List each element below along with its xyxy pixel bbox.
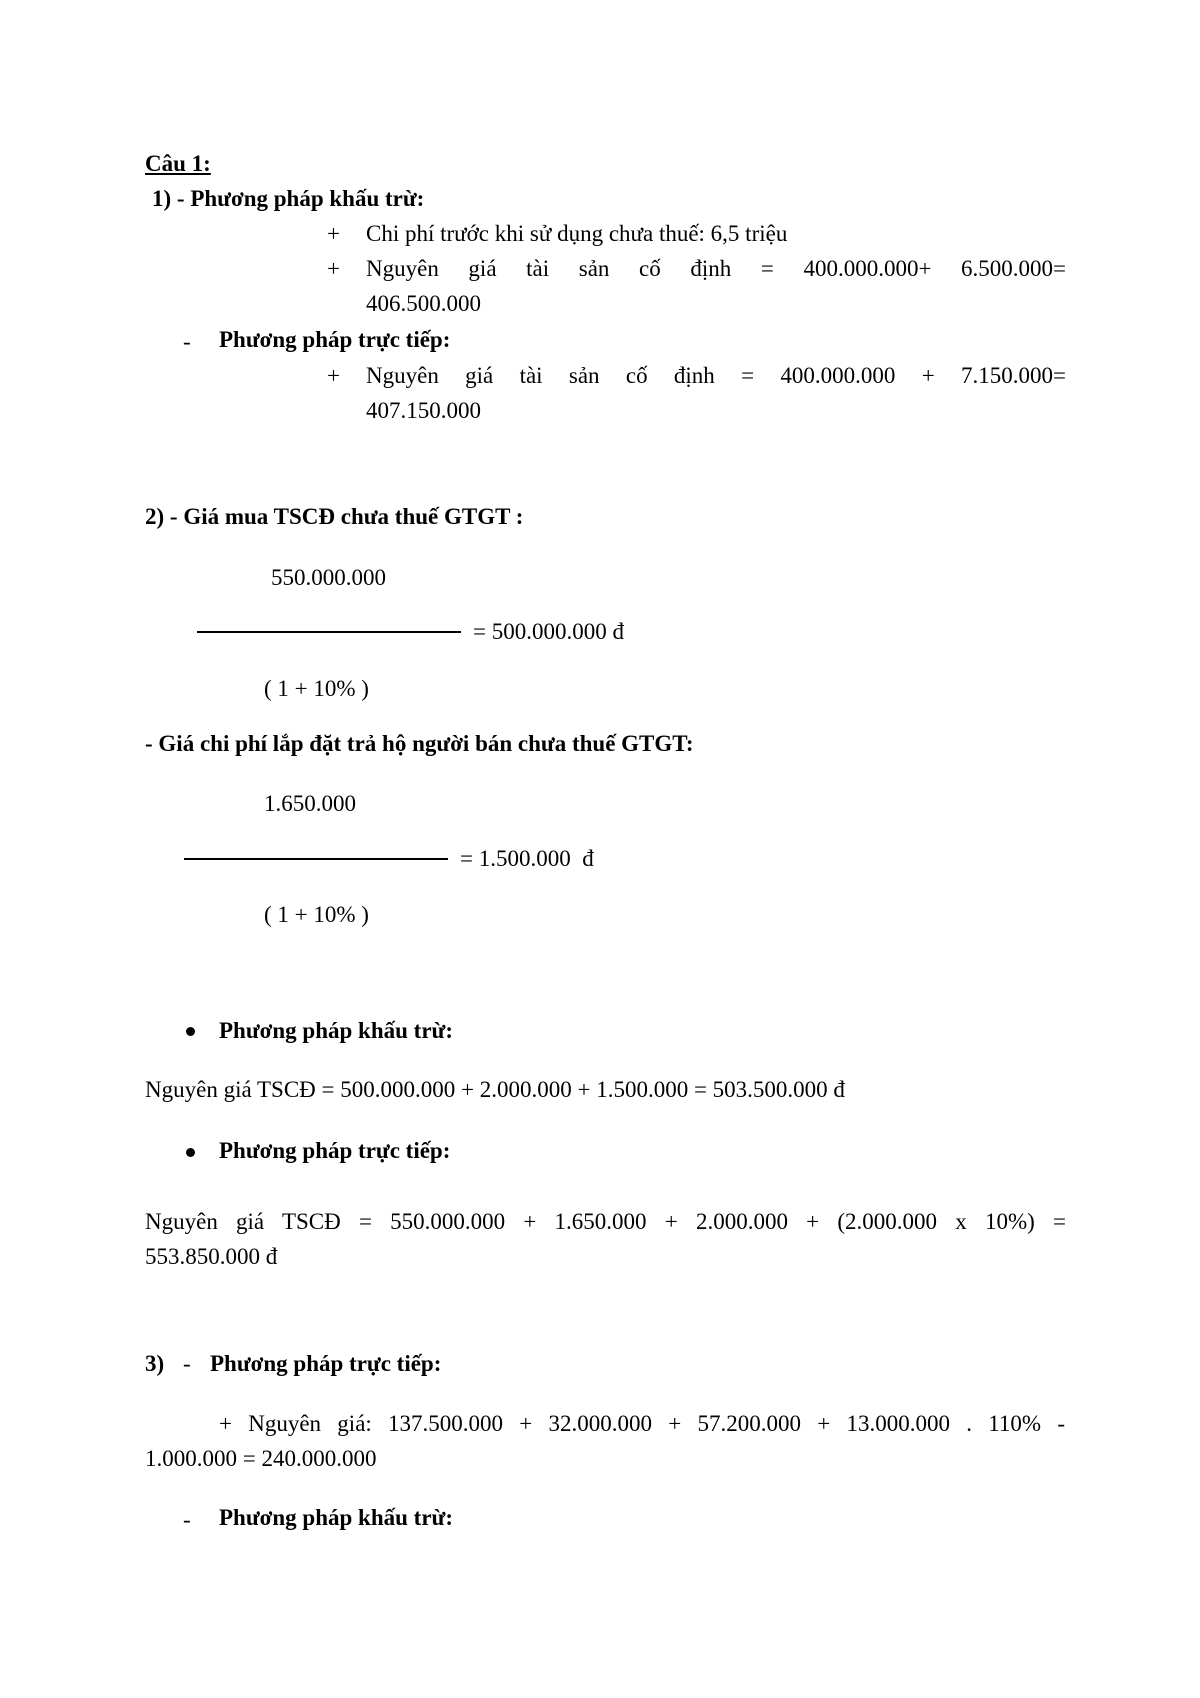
q1-method-deduction-heading: 1) - Phương pháp khấu trừ: (152, 186, 425, 211)
q3-line-1b: 1.000.000 = 240.000.000 (145, 1446, 377, 1471)
q3-direct-heading: Phương pháp trực tiếp: (210, 1351, 442, 1376)
q1-m1-line-2a: Nguyên giá tài sản cố định = 400.000.000+ 6.500.000= (366, 256, 1066, 281)
bullet-2-line-b: 553.850.000 đ (145, 1244, 278, 1269)
bullet-1-heading: Phương pháp khấu trừ: (219, 1018, 453, 1043)
fraction-1-result: = 500.000.000 đ (473, 619, 624, 644)
q1-method-direct-heading: Phương pháp trực tiếp: (219, 327, 451, 352)
plus-marker: + (327, 256, 340, 281)
q1-m2-line-1a: Nguyên giá tài sản cố định = 400.000.000 + 7.150.000= (366, 363, 1066, 388)
bullet-icon (186, 1027, 195, 1036)
dash-marker: - (183, 329, 191, 354)
bullet-icon (186, 1148, 195, 1157)
bullet-1-line: Nguyên giá TSCĐ = 500.000.000 + 2.000.000 + 1.500.000 = 503.500.000 đ (145, 1077, 845, 1102)
fraction-2-numerator: 1.650.000 (264, 791, 356, 816)
fraction-2-denominator: ( 1 + 10% ) (264, 902, 369, 927)
fraction-2-bar (184, 858, 448, 860)
fraction-1-bar (197, 631, 461, 633)
dash-marker: - (183, 1507, 191, 1532)
plus-marker: + (327, 363, 340, 388)
fraction-1-denominator: ( 1 + 10% ) (264, 676, 369, 701)
bullet-2-heading: Phương pháp trực tiếp: (219, 1138, 451, 1163)
bullet-2-line-a: Nguyên giá TSCĐ = 550.000.000 + 1.650.000 + 2.000.000 + (2.000.000 x 10%) = (145, 1209, 1066, 1234)
fraction-2-result: = 1.500.000 đ (460, 846, 594, 871)
q3-deduction-heading: Phương pháp khấu trừ: (219, 1505, 453, 1530)
q3-line-1a: + Nguyên giá: 137.500.000 + 32.000.000 + 57.200.000 + 13.000.000 . 110% - (219, 1411, 1065, 1436)
dash-marker: - (183, 1351, 191, 1376)
q1-m2-line-1b: 407.150.000 (366, 398, 481, 423)
fraction-1-numerator: 550.000.000 (271, 565, 386, 590)
plus-marker: + (327, 221, 340, 246)
q1-m1-line-2b: 406.500.000 (366, 291, 481, 316)
q2-subheading: - Giá chi phí lắp đặt trả hộ người bán chưa thuế GTGT: (145, 731, 694, 756)
q1-m1-line-1: Chi phí trước khi sử dụng chưa thuế: 6,5 triệu (366, 221, 788, 246)
question-1-title: Câu 1: (145, 151, 211, 176)
q2-heading: 2) - Giá mua TSCĐ chưa thuế GTGT : (145, 504, 524, 529)
q3-number: 3) (145, 1351, 165, 1376)
